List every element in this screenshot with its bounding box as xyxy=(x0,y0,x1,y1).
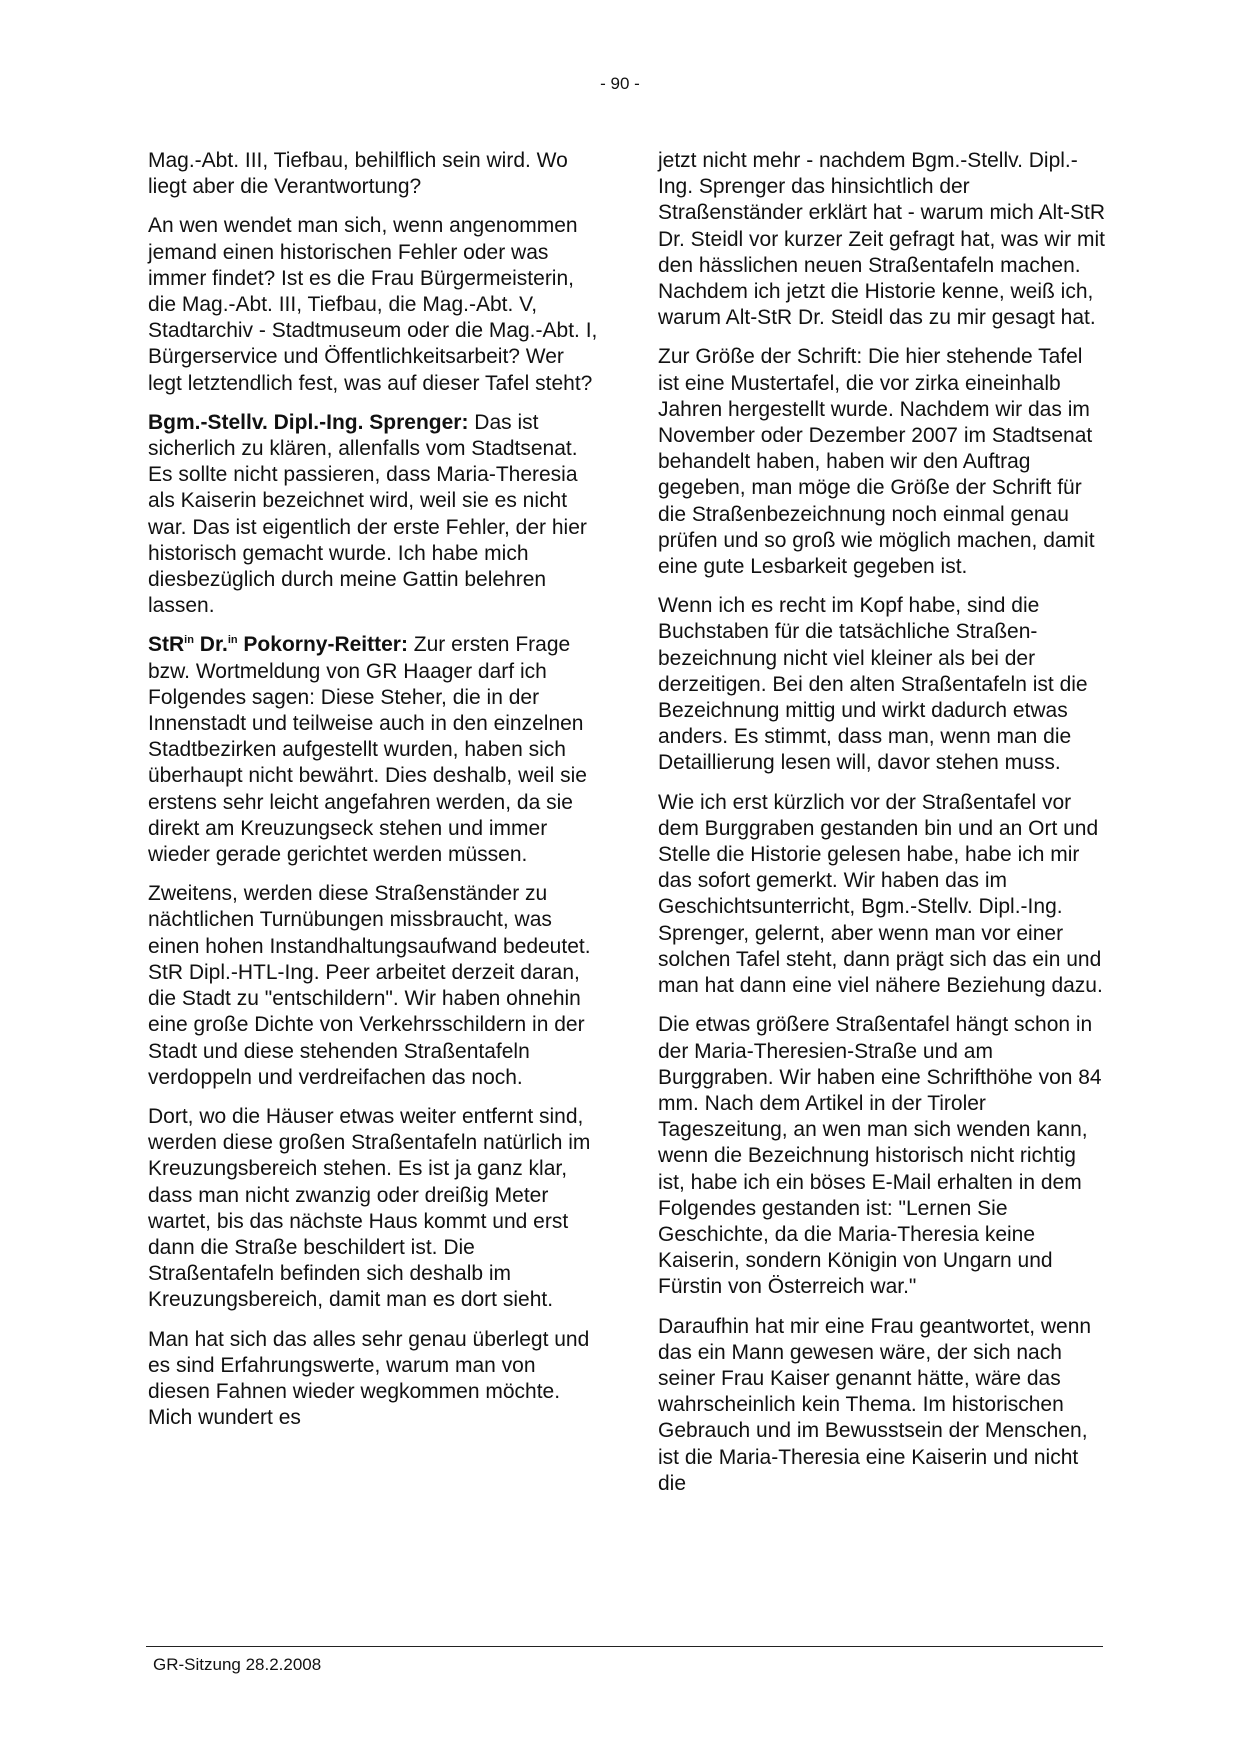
paragraph: jetzt nicht mehr - nachdem Bgm.-Stellv. Dipl.-Ing. Sprenger das hinsichtlich der Straßenständer erklärt hat - warum mich Alt-StR Dr. Steidl vor kurzer Zeit gefragt hat, was wir mit den hässlichen neuen Straßentafeln machen. Nachdem ich jetzt die Historie kenne, weiß ich, warum Alt-StR Dr. Steidl das zu mir gesagt hat. xyxy=(658,149,1105,330)
paragraph: Zur Größe der Schrift: Die hier stehende Tafel ist eine Mustertafel, die vor zirka eineinhalb Jahren hergestellt wurde. Nachdem wir das im November oder Dezember 2007 im Stadtsenat behandelt haben, haben wir den Auftrag gegeben, man möge die Größe der Schrift für die Straßenbezeichnung noch einmal genau prüfen und so groß wie möglich machen, damit eine gute Lesbarkeit gegeben ist. xyxy=(658,345,1095,579)
paragraph-text: Das ist sicherlich zu klären, allenfalls vom Stadtsenat. Es sollte nicht passieren, dass Maria-Theresia als Kaiserin bezeichnet wird, weil sie es nicht war. Das ist eigentlich der erste Fehler, der hier historisch gemacht wurde. Ich habe mich diesbezüglich durch meine Gattin belehren lassen. xyxy=(148,410,587,618)
paragraph: Daraufhin hat mir eine Frau geantwortet, wenn das ein Mann gewesen wäre, der sich nach seiner Frau Kaiser genannt hätte, wäre das wahrscheinlich kein Thema. Im historischen Gebrauch und im Bewusstsein der Menschen, ist die Maria-Theresia eine Kaiserin und nicht die xyxy=(658,1314,1092,1495)
page-number: - 90 - xyxy=(600,74,640,93)
speaker-name-part: Pokorny-Reitter: xyxy=(237,633,408,657)
superscript: in xyxy=(184,634,194,647)
paragraph: Dort, wo die Häuser etwas weiter entfernt sind, werden diese großen Straßentafeln natürlich im Kreuzungsbereich stehen. Es ist ja ganz klar, dass man nicht zwanzig oder dreißig Meter wartet, bis das nächste Haus kommt und erst dann die Straße beschildert ist. Die Straßentafeln befinden sich deshalb im Kreuzungsbereich, damit man es dort sieht. xyxy=(148,1104,591,1312)
superscript: in xyxy=(227,634,238,647)
left-column xyxy=(148,148,598,1444)
paragraph: Die etwas größere Straßentafel hängt schon in der Maria-Theresien-Straße und am Burggraben. Wir haben eine Schrifthöhe von 84 mm. Nach dem Artikel in der Tiroler Tageszeitung, an wen man sich wenden kann, wenn die Bezeichnung historisch nicht richtig ist, habe ich ein böses E-Mail erhalten in dem Folgendes gestanden ist: "Lernen Sie Geschichte, da die Maria-Theresia keine Kaiserin, sondern Königin von Ungarn und Fürstin von Österreich war." xyxy=(658,1013,1102,1299)
speaker-name: Bgm.-Stellv. Dipl.-Ing. Sprenger: xyxy=(148,410,469,434)
footer-divider xyxy=(146,1646,1103,1647)
footer-text: GR-Sitzung 28.2.2008 xyxy=(153,1655,322,1674)
paragraph xyxy=(148,632,598,868)
paragraph: Wenn ich es recht im Kopf habe, sind die Buchstaben für die tatsächliche Straßenbezeichnung nicht viel kleiner als bei der derzeitigen. Bei den alten Straßentafeln ist die Bezeichnung mittig und wirkt dadurch etwas anders. Es stimmt, dass man, wenn man die Detaillierung lesen will, davor stehen muss. xyxy=(658,594,1088,775)
speaker-name-part: Dr. xyxy=(193,633,228,657)
paragraph: Man hat sich das alles sehr genau überlegt und es sind Erfahrungswerte, warum man von diesen Fahnen wieder wegkommen möchte. Mich wundert es xyxy=(148,1327,590,1430)
paragraph: An wen wendet man sich, wenn angenommen jemand einen historischen Fehler oder was immer findet? Ist es die Frau Bürgermeisterin, die Mag.-Abt. III, Tiefbau, die Mag.-Abt. V, Stadtarchiv - Stadtmuseum oder die Mag.-Abt. I, Bürgerservice und Öffentlichkeitsarbeit? Wer legt letztendlich fest, was auf dieser Tafel steht? xyxy=(148,214,598,395)
paragraph: Mag.-Abt. III, Tiefbau, behilflich sein wird. Wo liegt aber die Verantwortung? xyxy=(148,149,568,199)
speaker-name-part: StR xyxy=(148,633,185,657)
paragraph: Zweitens, werden diese Straßenständer zu nächtlichen Turnübungen missbraucht, was einen hohen Instandhaltungsaufwand bedeutet. StR Dipl.-HTL-Ing. Peer arbeitet derzeit daran, die Stadt zu "entschildern". Wir haben ohnehin eine große Dichte von Verkehrsschildern in der Stadt und diese stehenden Straßentafeln verdoppeln und verdreifachen das noch. xyxy=(148,882,591,1089)
speaker-name xyxy=(148,633,408,656)
paragraph-text: Zur ersten Frage bzw. Wortmeldung von GR Haager darf ich Folgendes sagen: Diese Steher, die in der Innenstadt und teilweise auch in den einzelnen Stadtbezirken aufgestellt wurden, haben sich überhaupt nicht bewährt. Dies deshalb, weil sie erstens sehr leicht angefahren werden, da sie direkt am Kreuzungseck stehen und immer wieder gerade gerichtet werden müssen. xyxy=(148,633,587,867)
paragraph: Wie ich erst kürzlich vor der Straßentafel vor dem Burggraben gestanden bin und an Ort und Stelle die Historie gelesen habe, habe ich mir das sofort gemerkt. Wir haben das im Geschichtsunterricht, Bgm.-Stellv. Dipl.-Ing. Sprenger, gelernt, aber wenn man vor einer solchen Tafel steht, dann prägt sich das ein und man hat dann eine viel nähere Beziehung dazu. xyxy=(658,790,1103,998)
right-column xyxy=(658,148,1108,1510)
paragraph xyxy=(148,410,598,620)
